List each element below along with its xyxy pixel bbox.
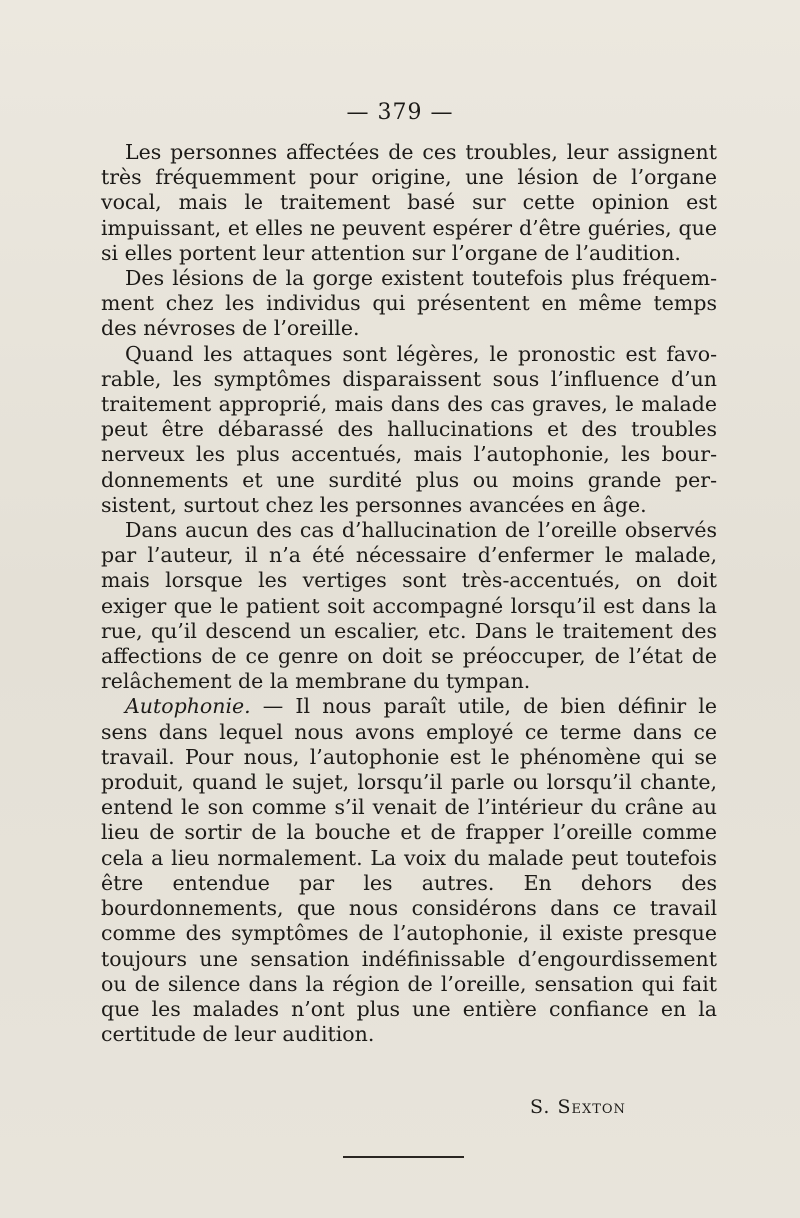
paragraph [101, 694, 717, 1047]
paragraph-lead-autophonie: Autophonie. [125, 694, 251, 719]
paragraph [101, 518, 717, 694]
paragraph [101, 266, 717, 342]
author-signature [530, 1096, 626, 1118]
paragraph-text: Des lésions de la gorge existent toutefois plus fréquemment chez les individus qui présentent en même temps des névroses de l’oreille. [101, 266, 717, 341]
signature-initial: S. [530, 1096, 551, 1118]
paragraph-text: Dans aucun des cas d’hallucination de l’oreille observés par l’auteur, il n’a été nécessaire d’enfermer le malade, mais lorsque les vertiges sont très-accentués, on doit exiger que le patient soit accompagné lorsqu’il est dans la rue, qu’il descend un escalier, etc. Dans le traitement des affections de ce genre on doit se préoccuper, de l’état de relâchement de la membrane du tympan. [101, 518, 717, 694]
body-text [101, 140, 717, 1047]
signature-name: Sexton [557, 1096, 626, 1118]
footnote-separator-rule [343, 1156, 464, 1158]
paragraph-text: Les personnes affectées de ces troubles, leur assignent très fréquemment pour origine, une lésion de l’organe vocal, mais le traitement basé sur cette opinion est impuissant, et elles ne peuvent espérer d’être guéries, que si elles portent leur attention sur l’organe de l’audition. [101, 140, 717, 265]
paragraph-text: — Il nous paraît utile, de bien définir le sens dans lequel nous avons employé ce terme dans ce travail. Pour nous, l’autophonie est le phénomène qui se produit, quand le sujet, lorsqu’il parle ou lorsqu’il chante, entend le son comme s’il venait de l’intérieur du crâne au lieu de sortir de la bouche et de frapper l’oreille comme cela a lieu normalement. La voix du malade peut toutefois être entendue par les autres. En dehors des bourdonnements, que nous considérons dans ce travail comme des symptômes de l’autophonie, il existe presque toujours une sensation indéfinissable d’engourdissement ou de silence dans la région de l’oreille, sensation qui fait que les malades n’ont plus une entière confiance en la certitude de leur audition. [101, 694, 717, 1047]
paragraph [101, 342, 717, 518]
paragraph-text: Quand les attaques sont légères, le pronostic est favorable, les symptômes disparaissent sous l’influence d’un traitement approprié, mais dans des cas graves, le malade peut être débarassé des hallucinations et des troubles nerveux les plus accentués, mais l’autophonie, les bourdonnements et une surdité plus ou moins grande persistent, surtout chez les personnes avancées en âge. [101, 341, 717, 517]
page-number: — 379 — [346, 100, 454, 125]
paragraph [101, 140, 717, 266]
